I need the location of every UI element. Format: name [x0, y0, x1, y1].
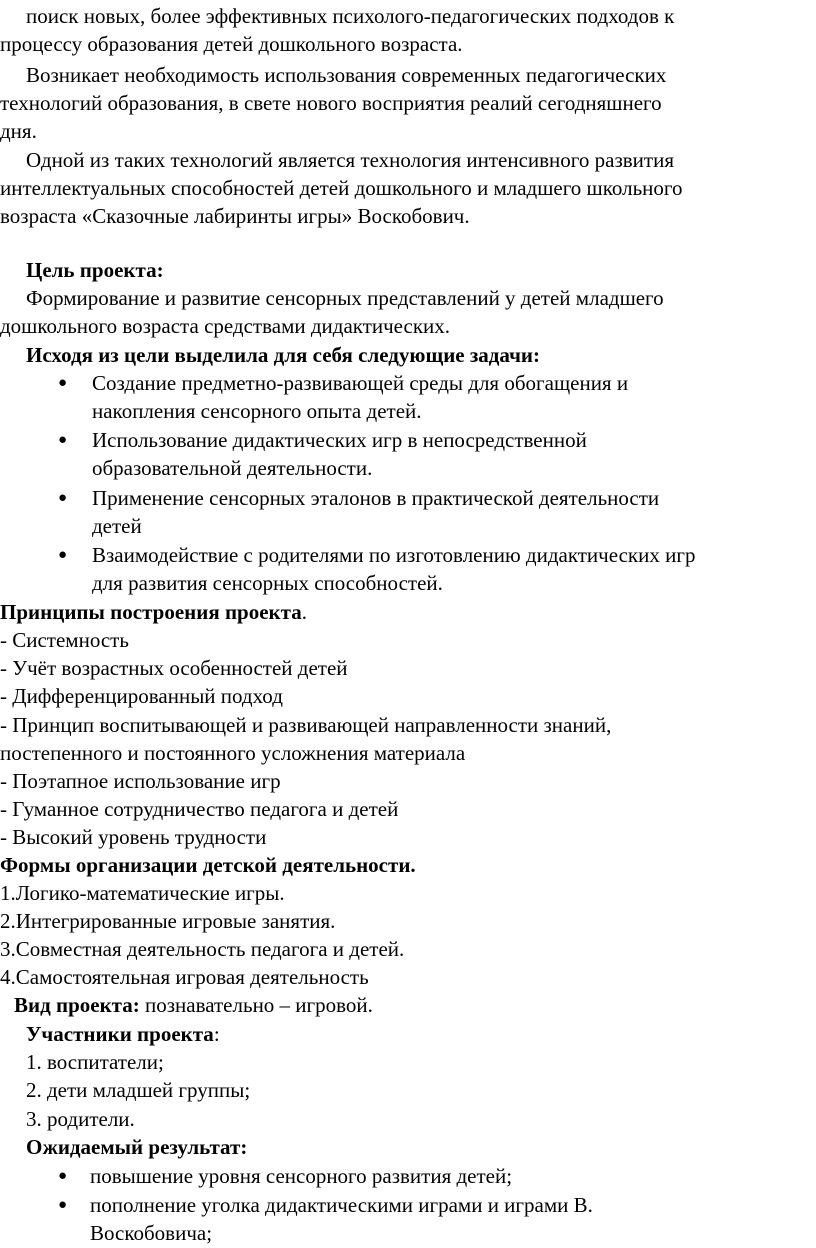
principle-item-1: - Системность — [0, 628, 129, 652]
bullet-icon: ● — [58, 375, 68, 391]
bullet-icon: ● — [58, 432, 68, 448]
tasks-heading: Исходя из цели выделила для себя следующие задачи: — [26, 343, 541, 367]
participants-heading-text: Участники проекта — [26, 1022, 214, 1046]
form-item-4: 4.Самостоятельная игровая деятельность — [0, 965, 369, 989]
principles-heading-text: Принципы построения проекта — [0, 600, 302, 624]
participants-heading — [26, 1020, 220, 1048]
principles-heading — [0, 598, 307, 626]
principle-item-3: - Дифференцированный подход — [0, 684, 283, 708]
form-item-2: 2.Интегрированные игровые занятия. — [0, 909, 336, 933]
principle-item-6: - Гуманное сотрудничество педагога и детей — [0, 797, 399, 821]
task-item-3-line2: детей — [92, 514, 142, 538]
intro-p1-line1: поиск новых, более эффективных психолого-педагогических подходов к — [26, 4, 675, 28]
bullet-icon: ● — [58, 547, 68, 563]
bullet-icon: ● — [58, 490, 68, 506]
project-type — [14, 991, 373, 1019]
intro-p3-line3: возраста «Сказочные лабиринты игры» Воскобович. — [0, 204, 470, 228]
goal-line1: Формирование и развитие сенсорных представлений у детей младшего — [26, 286, 664, 310]
principles-heading-tail: . — [301, 600, 307, 624]
task-item-4-line2: для развития сенсорных способностей. — [92, 571, 443, 595]
task-item-4-line1: Взаимодействие с родителями по изготовлению дидактических игр — [92, 543, 696, 567]
result-item-2-line2: Воскобовича; — [90, 1221, 213, 1245]
task-item-1-line1: Создание предметно-развивающей среды для обогащения и — [92, 371, 629, 395]
principle-item-7: - Высокий уровень трудности — [0, 825, 267, 849]
bullet-icon: ● — [58, 1168, 68, 1184]
task-item-2-line1: Использование дидактических игр в непосредственной — [92, 428, 587, 452]
result-heading: Ожидаемый результат: — [26, 1135, 248, 1159]
project-type-value: познавательно – игровой. — [139, 993, 373, 1017]
task-item-3-line1: Применение сенсорных эталонов в практической деятельности — [92, 486, 660, 510]
participant-item-3: 3. родители. — [26, 1107, 135, 1131]
intro-p2-line2: технологий образования, в свете нового восприятия реалий сегодняшнего — [0, 91, 662, 115]
task-item-1-line2: накопления сенсорного опыта детей. — [92, 399, 422, 423]
goal-heading: Цель проекта: — [26, 258, 164, 282]
goal-line2: дошкольного возраста средствами дидактических. — [0, 314, 451, 338]
participants-heading-tail: : — [213, 1022, 220, 1046]
result-item-2-line1: пополнение уголка дидактическими играми и играми В. — [90, 1193, 593, 1217]
intro-p3-line1: Одной из таких технологий является технология интенсивного развития — [26, 148, 674, 172]
task-item-2-line2: образовательной деятельности. — [92, 456, 373, 480]
principle-item-5: - Поэтапное использование игр — [0, 769, 281, 793]
bullet-icon: ● — [58, 1197, 68, 1213]
form-item-3: 3.Совместная деятельность педагога и детей. — [0, 937, 405, 961]
principle-item-4: - Принцип воспитывающей и развивающей направленности знаний, — [0, 713, 612, 737]
participant-item-2: 2. дети младшей группы; — [26, 1078, 251, 1102]
intro-p3-line2: интеллектуальных способностей детей дошкольного и младшего школьного — [0, 176, 683, 200]
intro-p2-line1: Возникает необходимость использования современных педагогических — [26, 63, 667, 87]
principle-item-4-cont: постепенного и постоянного усложнения материала — [0, 741, 466, 765]
result-item-1: повышение уровня сенсорного развития детей; — [90, 1164, 513, 1188]
project-type-label: Вид проекта: — [14, 993, 140, 1017]
form-item-1: 1.Логико-математические игры. — [0, 881, 285, 905]
principle-item-2: - Учёт возрастных особенностей детей — [0, 656, 348, 680]
forms-heading: Формы организации детской деятельности. — [0, 853, 416, 877]
intro-p1-line2: процессу образования детей дошкольного возраста. — [0, 32, 463, 56]
intro-p2-line3: дня. — [0, 119, 37, 143]
participant-item-1: 1. воспитатели; — [26, 1050, 164, 1074]
